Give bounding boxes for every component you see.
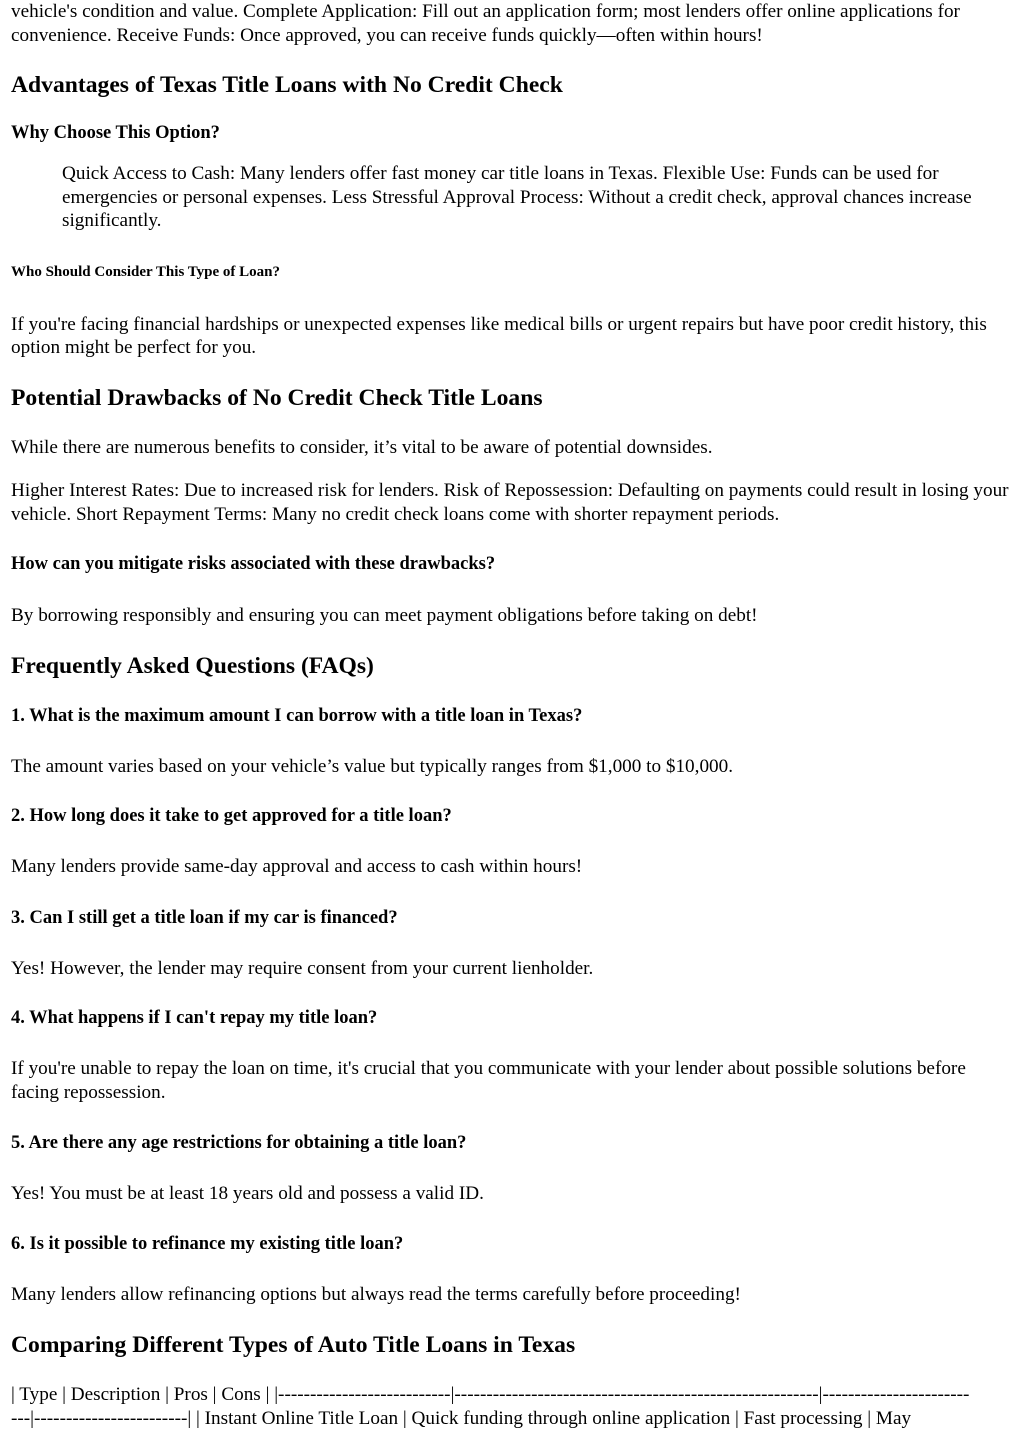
faq-question: 5. Are there any age restrictions for obtaining a title loan?: [11, 1133, 467, 1153]
faq-answer: Many lenders allow refinancing options but always read the terms carefully before proceeding!: [11, 1283, 741, 1305]
faq-answer: Yes! However, the lender may require consent from your current lienholder.: [11, 957, 594, 979]
mitigate-paragraph: By borrowing responsibly and ensuring you can meet payment obligations before taking on debt!: [11, 605, 758, 626]
faq-question: 2. How long does it take to get approved for a title loan?: [11, 806, 452, 826]
drawbacks-heading: Potential Drawbacks of No Credit Check Title Loans: [11, 384, 543, 411]
article: [11, 0, 1015, 1430]
who-should-consider-paragraph: If you're facing financial hardships or unexpected expenses like medical bills or urgent repairs but have poor credit history, this option might be perfect for you.: [11, 313, 987, 358]
intro-paragraph: vehicle's condition and value. Complete Application: Fill out an application form; most lenders offer online applications for convenience. Receive Funds: Once approved, you can receive funds quickly—often within hours!: [11, 1, 960, 46]
advantages-heading: Advantages of Texas Title Loans with No Credit Check: [11, 72, 563, 98]
comparison-heading: Comparing Different Types of Auto Title Loans in Texas: [11, 1332, 576, 1358]
faq-answer: If you're unable to repay the loan on time, it's crucial that you communicate with your lender about possible solutions before facing repossession.: [11, 1058, 966, 1103]
drawbacks-list-paragraph: Higher Interest Rates: Due to increased risk for lenders. Risk of Repossession: Defaulting on payments could result in losing your vehicle. Short Repayment Terms: Many no credit check loans come with shorter repayment periods.: [11, 480, 1009, 525]
mitigate-heading: How can you mitigate risks associated with these drawbacks?: [11, 554, 496, 574]
faq-answer: Many lenders provide same-day approval and access to cash within hours!: [11, 856, 583, 877]
faq-heading: Frequently Asked Questions (FAQs): [11, 652, 374, 679]
faq-question: 3. Can I still get a title loan if my car is financed?: [11, 907, 398, 928]
why-choose-blockquote: Quick Access to Cash: Many lenders offer fast money car title loans in Texas. Flexible Use: Funds can be used for emergencies or personal expenses. Less Stressful Approval Process: Without a credit check, approval chances increase significantly.: [62, 163, 972, 231]
faq-answer: The amount varies based on your vehicle’s value but typically ranges from $1,000 to $10,000.: [11, 755, 734, 777]
table-line: ---|------------------------| | Instant Online Title Loan | Quick funding through online application | Fast processing | May: [11, 1407, 912, 1429]
faq-question: 4. What happens if I can't repay my title loan?: [11, 1008, 378, 1028]
faq-answer: Yes! You must be at least 18 years old and possess a valid ID.: [11, 1183, 484, 1204]
drawbacks-intro: While there are numerous benefits to consider, it’s vital to be aware of potential downsides.: [11, 436, 713, 458]
faq-question: 6. Is it possible to refinance my existing title loan?: [11, 1233, 404, 1254]
faq-question: 1. What is the maximum amount I can borrow with a title loan in Texas?: [11, 705, 583, 726]
comparison-table-text: [11, 1383, 1015, 1430]
who-should-consider-heading: Who Should Consider This Type of Loan?: [11, 263, 280, 280]
why-choose-heading: Why Choose This Option?: [11, 123, 220, 143]
table-line: | Type | Description | Pros | Cons | |---------------------------|---------------------------------------------------------|-----------------------: [11, 1384, 970, 1405]
